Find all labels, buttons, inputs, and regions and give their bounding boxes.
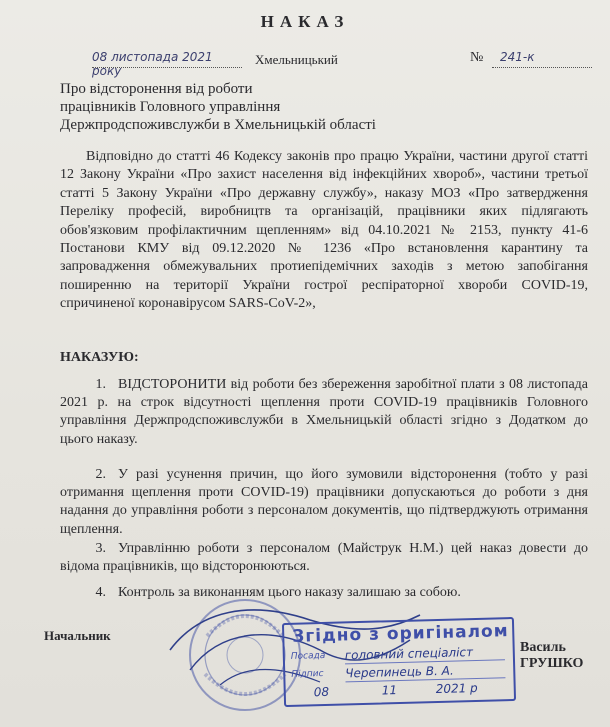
- order-item-number: 1.: [95, 377, 106, 392]
- stamp-signature-value: Черепинець В. А.: [345, 663, 454, 681]
- subject-line: Держпродспоживслужби в Хмельницькій області: [60, 117, 376, 133]
- signatory-position: Начальник: [44, 628, 111, 643]
- signatory-name: Василь ГРУШКО: [520, 640, 584, 671]
- stamp-title: Згідно з оригіналом: [292, 621, 509, 647]
- order-item: [60, 540, 588, 576]
- order-item-number: 4.: [95, 585, 106, 600]
- order-item-number: 2.: [95, 467, 106, 482]
- order-item-text: ВІДСТОРОНИТИ від роботи без збереження заробітної плати з 08 листопада 2021 р. на строк відсутності щеплення проти COVID-19 працівників Головного управління Держпродспоживслужби в Хмельницькій області згідно з Додатком до цього наказу.: [60, 377, 588, 447]
- subject-line: працівників Головного управління: [60, 99, 281, 115]
- subject-line: Про відсторонення від роботи: [60, 81, 253, 97]
- order-date-handwritten: 08 листопада 2021 року: [92, 50, 213, 78]
- copy-certification-stamp: [282, 617, 516, 707]
- document-title: НАКАЗ: [260, 12, 350, 31]
- order-item: [60, 466, 588, 539]
- order-item: [60, 376, 588, 449]
- stamp-date-day: 08: [313, 684, 330, 700]
- stamp-position-label: Посада: [290, 650, 326, 662]
- stamp-date-month: 11: [381, 683, 398, 698]
- order-item-text: Управлінню роботи з персоналом (Майструк Н.М.) цей наказ довести до відома працівників, що відсторонюються.: [60, 541, 588, 575]
- order-heading: НАКАЗУЮ:: [60, 350, 139, 365]
- order-subject: [60, 80, 420, 134]
- order-item-text: Контроль за виконанням цього наказу залишаю за собою.: [118, 585, 461, 600]
- order-date-field: [92, 50, 242, 78]
- order-item-number: 3.: [95, 541, 106, 556]
- order-city: Хмельницький: [255, 52, 338, 67]
- stamp-signature-label: Підпис: [291, 668, 324, 680]
- order-number-handwritten: 241-к: [500, 50, 535, 64]
- order-number-field: [492, 52, 592, 68]
- order-item-text: У разі усунення причин, що його зумовили відсторонення (тобто у разі отримання щеплення проти COVID-19) працівники допускаються до роботи з дня надання до управління роботи з персоналом документів, що підтверджують отримання щеплення.: [60, 467, 588, 537]
- stamp-date-year: 2021 р: [435, 680, 478, 697]
- stamp-position-value: головний спеціаліст: [344, 645, 474, 663]
- preamble-paragraph: Відповідно до статті 46 Кодексу законів про працю України, частини другої статті 12 Закону України «Про захист населення від інфекційних хвороб», частини третьої статті 5 Закону України «Про державну службу», наказу МОЗ «Про затвердження Переліку професій, виробництв та організацій, працівники яких підлягають обов'язковим профілактичним щепленням» від 04.10.2021 № 2153, пункту 41-6 Постанови КМУ від 09.12.2020 № 1236 «Про встановлення карантину та запровадження обмежувальних протиепідемічних заходів з метою запобігання поширенню на території України гострої респіраторної хвороби COVID-19, спричиненої коронавірусом SARS-CoV-2»,: [60, 149, 588, 312]
- order-number-label: №: [470, 50, 484, 65]
